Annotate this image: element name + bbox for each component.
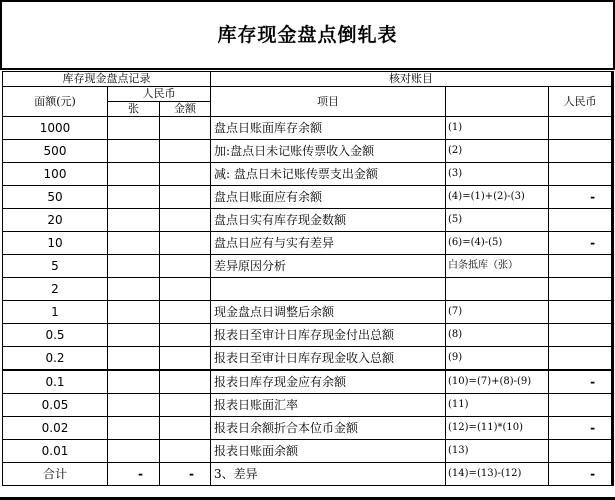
formula-header xyxy=(446,87,549,117)
amount-header: 金额 xyxy=(160,102,211,117)
left-rmb-header: 人民币 xyxy=(108,87,211,102)
item-cell: 盘点日账面应有余额 xyxy=(211,186,446,209)
right-section-header: 核对账目 xyxy=(211,72,613,87)
amount-cell xyxy=(160,324,211,347)
rmb-cell xyxy=(549,301,613,324)
denomination-cell: 0.01 xyxy=(3,440,108,463)
rmb-cell xyxy=(549,324,613,347)
count-cell xyxy=(108,440,160,463)
amount-cell xyxy=(160,301,211,324)
item-cell: 报表日库存现金应有余额 xyxy=(211,370,446,394)
formula-cell: (7) xyxy=(446,301,549,324)
item-cell: 减: 盘点日未记账传票支出金额 xyxy=(211,163,446,186)
table-row xyxy=(3,209,613,232)
left-section-header: 库存现金盘点记录 xyxy=(3,72,211,87)
item-cell: 加:盘点日未记账传票收入金额 xyxy=(211,140,446,163)
rmb-cell xyxy=(549,209,613,232)
formula-cell: (12)=(11)*(10) xyxy=(446,417,549,440)
denomination-cell: 10 xyxy=(3,232,108,255)
item-cell: 报表日账面余额 xyxy=(211,440,446,463)
count-cell xyxy=(108,186,160,209)
table-row xyxy=(3,278,613,301)
rmb-cell xyxy=(549,255,613,278)
total-label: 合计 xyxy=(3,463,108,486)
formula-cell: (3) xyxy=(446,163,549,186)
table-row xyxy=(3,440,613,463)
header-row-1 xyxy=(3,72,613,87)
table-row xyxy=(3,255,613,278)
table-row xyxy=(3,370,613,394)
denomination-cell: 500 xyxy=(3,140,108,163)
table-row xyxy=(3,186,613,209)
rmb-cell xyxy=(549,117,613,140)
item-cell: 报表日至审计日库存现金收入总额 xyxy=(211,347,446,371)
denomination-cell: 0.5 xyxy=(3,324,108,347)
table-row xyxy=(3,301,613,324)
item-header: 项目 xyxy=(211,87,446,117)
item-cell: 报表日账面汇率 xyxy=(211,394,446,417)
difference-formula: (14)=(13)-(12) xyxy=(446,463,549,486)
formula-cell: (10)=(7)+(8)-(9) xyxy=(446,370,549,394)
amount-cell xyxy=(160,394,211,417)
count-cell xyxy=(108,209,160,232)
denomination-cell: 1 xyxy=(3,301,108,324)
formula-cell: 白条抵库（张） xyxy=(446,255,549,278)
rmb-cell: - xyxy=(549,417,613,440)
table-row xyxy=(3,140,613,163)
title-box xyxy=(0,0,615,70)
item-cell: 差异原因分析 xyxy=(211,255,446,278)
total-count: - xyxy=(108,463,160,486)
header-row-2 xyxy=(3,87,613,102)
rmb-cell: - xyxy=(549,370,613,394)
table-row xyxy=(3,347,613,371)
count-cell xyxy=(108,117,160,140)
table-row xyxy=(3,394,613,417)
item-cell: 报表日至审计日库存现金付出总额 xyxy=(211,324,446,347)
count-cell xyxy=(108,278,160,301)
count-cell xyxy=(108,255,160,278)
formula-cell: (13) xyxy=(446,440,549,463)
count-header: 张 xyxy=(108,102,160,117)
denomination-cell: 1000 xyxy=(3,117,108,140)
amount-cell xyxy=(160,117,211,140)
rmb-cell xyxy=(549,347,613,371)
item-cell: 报表日余额折合本位币金额 xyxy=(211,417,446,440)
item-cell: 现金盘点日调整后余额 xyxy=(211,301,446,324)
formula-cell xyxy=(446,278,549,301)
amount-cell xyxy=(160,278,211,301)
count-cell xyxy=(108,324,160,347)
difference-rmb: - xyxy=(549,463,613,486)
total-row xyxy=(3,463,613,486)
formula-cell: (4)=(1)+(2)-(3) xyxy=(446,186,549,209)
rmb-cell xyxy=(549,278,613,301)
amount-cell xyxy=(160,440,211,463)
formula-cell: (2) xyxy=(446,140,549,163)
rmb-cell xyxy=(549,140,613,163)
count-cell xyxy=(108,163,160,186)
denomination-header: 面额(元) xyxy=(3,87,108,117)
rmb-cell xyxy=(549,394,613,417)
count-cell xyxy=(108,232,160,255)
denomination-cell: 0.1 xyxy=(3,370,108,394)
item-cell: 盘点日账面库存余额 xyxy=(211,117,446,140)
rmb-cell: - xyxy=(549,186,613,209)
denomination-cell: 50 xyxy=(3,186,108,209)
count-cell xyxy=(108,301,160,324)
amount-cell xyxy=(160,370,211,394)
denomination-cell: 100 xyxy=(3,163,108,186)
right-rmb-header: 人民币 xyxy=(549,87,613,117)
amount-cell xyxy=(160,140,211,163)
amount-cell xyxy=(160,417,211,440)
reconciliation-table xyxy=(2,71,614,486)
table-row xyxy=(3,163,613,186)
page-title: 库存现金盘点倒轧表 xyxy=(217,24,398,46)
rmb-cell xyxy=(549,440,613,463)
count-cell xyxy=(108,370,160,394)
amount-cell xyxy=(160,347,211,371)
denomination-cell: 0.02 xyxy=(3,417,108,440)
total-amount: - xyxy=(160,463,211,486)
table-row xyxy=(3,117,613,140)
amount-cell xyxy=(160,186,211,209)
formula-cell: (6)=(4)-(5) xyxy=(446,232,549,255)
rmb-cell xyxy=(549,163,613,186)
table-row xyxy=(3,232,613,255)
formula-cell: (11) xyxy=(446,394,549,417)
count-cell xyxy=(108,417,160,440)
difference-item: 3、差异 xyxy=(211,463,446,486)
denomination-cell: 0.05 xyxy=(3,394,108,417)
denomination-cell: 2 xyxy=(3,278,108,301)
denomination-cell: 20 xyxy=(3,209,108,232)
formula-cell: (8) xyxy=(446,324,549,347)
table-row xyxy=(3,324,613,347)
table-row xyxy=(3,417,613,440)
item-cell xyxy=(211,278,446,301)
count-cell xyxy=(108,140,160,163)
amount-cell xyxy=(160,255,211,278)
count-cell xyxy=(108,347,160,371)
formula-cell: (1) xyxy=(446,117,549,140)
formula-cell: (5) xyxy=(446,209,549,232)
denomination-cell: 0.2 xyxy=(3,347,108,371)
amount-cell xyxy=(160,163,211,186)
formula-cell: (9) xyxy=(446,347,549,371)
rmb-cell: - xyxy=(549,232,613,255)
amount-cell xyxy=(160,232,211,255)
denomination-cell: 5 xyxy=(3,255,108,278)
amount-cell xyxy=(160,209,211,232)
count-cell xyxy=(108,394,160,417)
item-cell: 盘点日实有库存现金数额 xyxy=(211,209,446,232)
item-cell: 盘点日应有与实有差异 xyxy=(211,232,446,255)
